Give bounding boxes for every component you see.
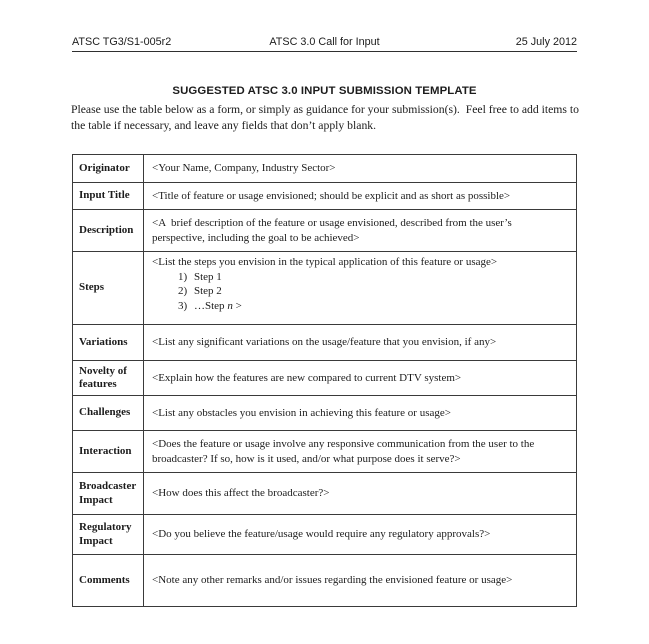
step-n-italic: n [227, 299, 233, 312]
row-label: Originator [73, 155, 144, 182]
doc-date: 25 July 2012 [515, 36, 577, 48]
row-value-text: <Note any other remarks and/or issues regarding the envisioned feature or usage> [152, 574, 513, 587]
table-row-interaction [73, 430, 576, 472]
steps-intro: <List the steps you envision in the typical application of this feature or usage> [152, 256, 498, 268]
table-row-input-title [73, 182, 576, 209]
row-value-text: <Do you believe the feature/usage would require any regulatory approvals?> [152, 528, 491, 541]
page-title: SUGGESTED ATSC 3.0 INPUT SUBMISSION TEMPLATE [172, 85, 477, 97]
row-label: Comments [73, 555, 144, 606]
row-value-text: <Your Name, Company, Industry Sector> [152, 162, 336, 175]
row-label: Challenges [73, 396, 144, 430]
row-value-text: <Title of feature or usage envisioned; should be explicit and as short as possible> [152, 189, 511, 202]
list-marker: 3) [178, 299, 188, 312]
table-row-comments [73, 554, 576, 606]
row-value [144, 361, 576, 395]
submission-template-table [72, 154, 577, 607]
table-row-variations [73, 324, 576, 360]
row-label: Interaction [73, 431, 144, 472]
row-value [144, 515, 576, 554]
row-value-text: <Explain how the features are new compared to current DTV system> [152, 371, 462, 384]
row-value [144, 155, 576, 182]
row-value [144, 396, 576, 430]
row-value [144, 555, 576, 606]
row-value [144, 325, 576, 360]
table-row-broadcaster-impact [73, 472, 576, 514]
step-n-prefix: …Step [194, 299, 228, 312]
steps-list-item [178, 299, 566, 314]
row-value [144, 431, 576, 472]
table-row-originator [73, 155, 576, 182]
row-value [144, 183, 576, 209]
row-label: Novelty of features [73, 361, 144, 395]
step-text [194, 299, 242, 314]
table-row-regulatory-impact [73, 514, 576, 554]
row-label: Regulatory Impact [73, 515, 144, 554]
table-row-description [73, 209, 576, 251]
table-row-steps [73, 251, 576, 324]
intro-paragraph: Please use the table below as a form, or simply as guidance for your submission(s). Feel free to add items to the table if necessary, and leave any fields that don’t apply blank. [71, 103, 582, 132]
running-header [72, 36, 577, 52]
row-value [144, 252, 576, 324]
row-value-text: <List any significant variations on the usage/feature that you envision, if any> [152, 336, 497, 349]
steps-list-item [178, 270, 566, 285]
step-text: Step 1 [194, 270, 222, 283]
doc-number: ATSC TG3/S1-005r2 [72, 36, 172, 48]
row-label: Input Title [73, 183, 144, 209]
list-marker: 1) [178, 270, 188, 283]
steps-list [178, 270, 566, 322]
steps-list-item [178, 284, 566, 299]
row-label: Steps [73, 252, 144, 324]
row-value-text: <How does this affect the broadcaster?> [152, 487, 330, 500]
step-n-suffix: > [232, 299, 242, 312]
table-row-novelty [73, 360, 576, 395]
row-label: Broadcaster Impact [73, 473, 144, 514]
table-row-challenges [73, 395, 576, 430]
row-label: Description [73, 210, 144, 251]
step-text: Step 2 [194, 285, 222, 297]
row-value-text: <A brief description of the feature or usage envisioned, described from the user’s perspective, including the goal to be achieved> [152, 217, 515, 244]
row-value-text: <List any obstacles you envision in achieving this feature or usage> [152, 406, 451, 419]
row-value [144, 210, 576, 251]
doc-header-title: ATSC 3.0 Call for Input [269, 36, 380, 48]
row-value-text: <Does the feature or usage involve any responsive communication from the user to the broadcaster? If so, how is it used, and/or what purpose does it serve?> [152, 438, 537, 465]
list-marker: 2) [178, 285, 188, 297]
row-label: Variations [73, 325, 144, 360]
row-value [144, 473, 576, 514]
